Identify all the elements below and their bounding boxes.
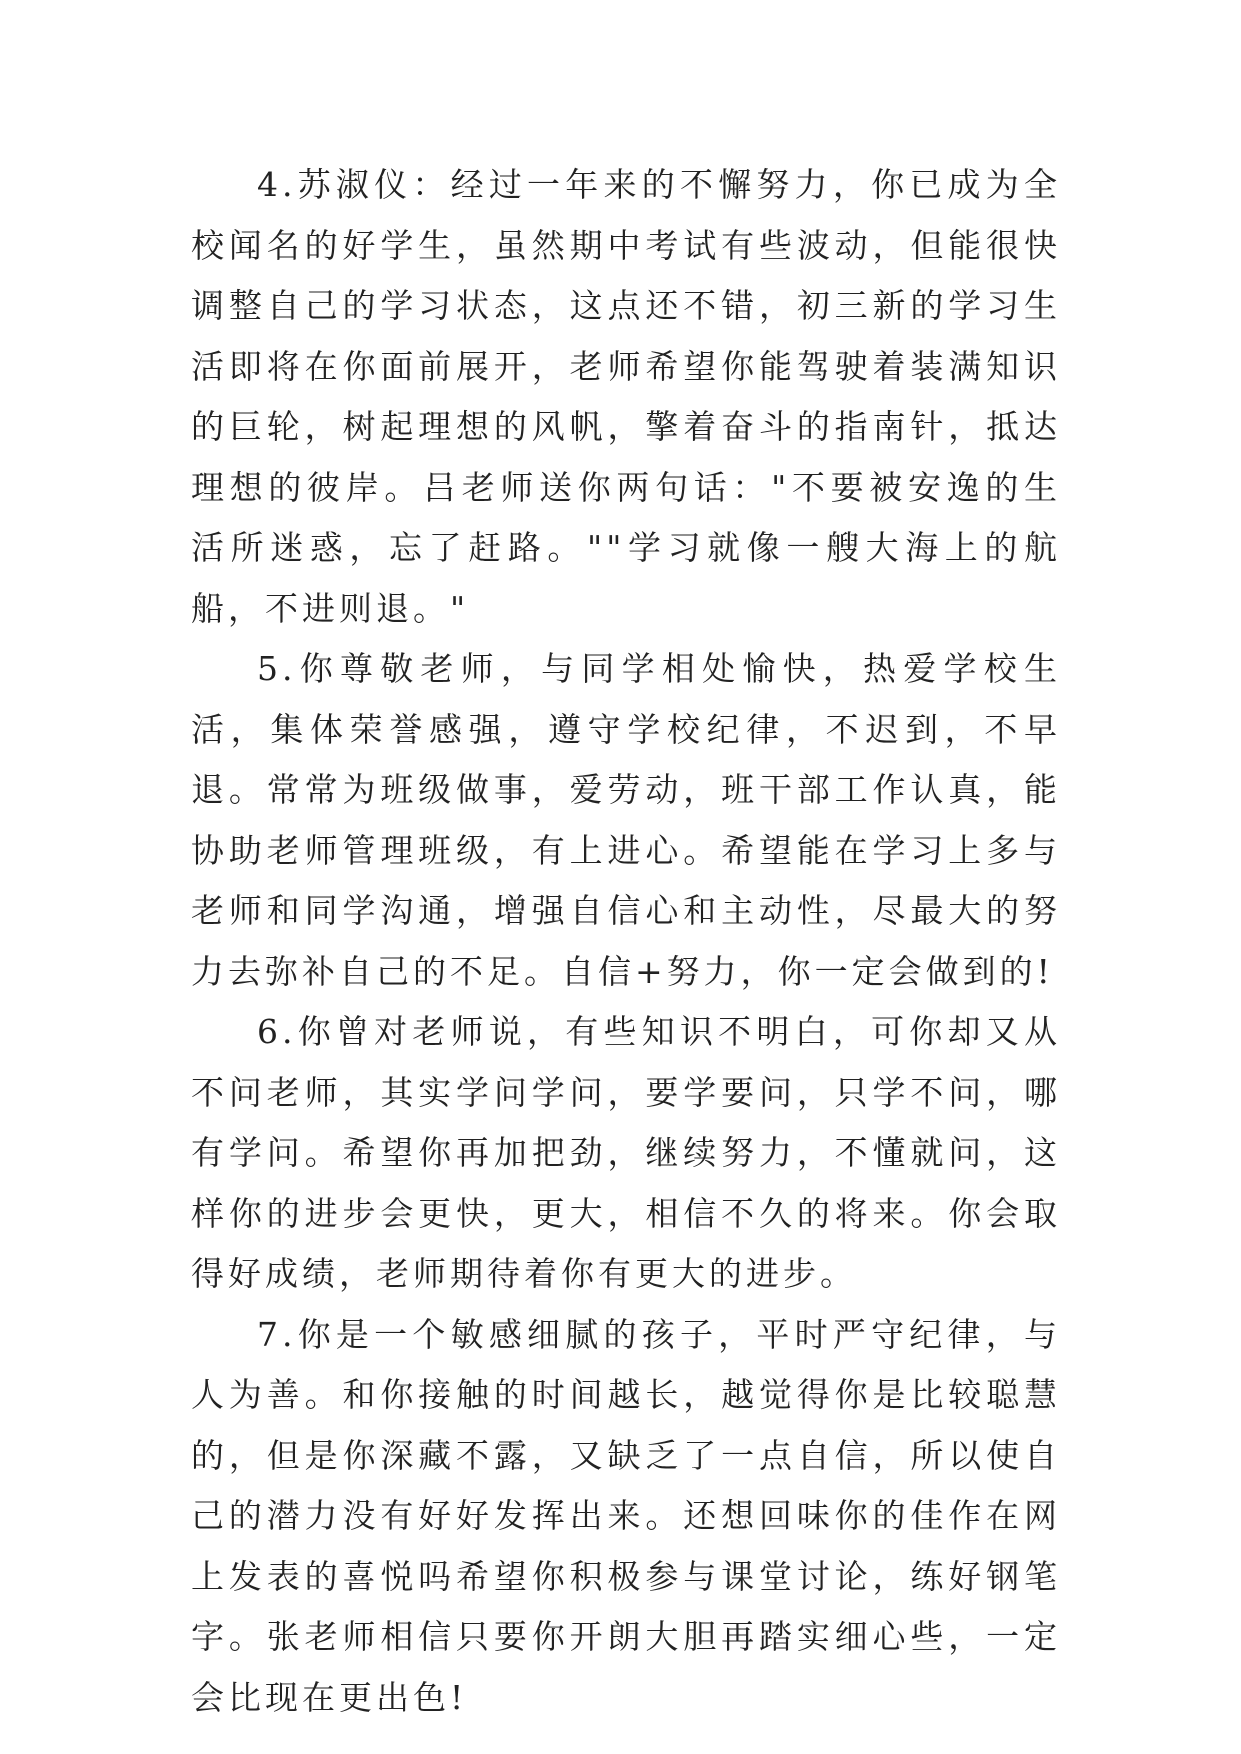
paragraph-6: 6.你曾对老师说，有些知识不明白，可你却又从不问老师，其实学问学问，要学要问，只学不问，哪有学问。希望你再加把劲，继续努力，不懂就问，这样你的进步会更快，更大，相信不久的将来。你会取得好成绩，老师期待着你有更大的进步。	[191, 1012, 1061, 1293]
document-body	[191, 155, 1061, 1728]
paragraph-5: 5.你尊敬老师，与同学相处愉快，热爱学校生活，集体荣誉感强，遵守学校纪律，不迟到，不早退。常常为班级做事，爱劳动，班干部工作认真，能协助老师管理班级，有上进心。希望能在学习上多与老师和同学沟通，增强自信心和主动性，尽最大的努力去弥补自己的不足。自信+努力，你一定会做到的!	[191, 649, 1061, 991]
paragraph-4: 4.苏淑仪：经过一年来的不懈努力，你已成为全校闻名的好学生，虽然期中考试有些波动，但能很快调整自己的学习状态，这点还不错，初三新的学习生活即将在你面前展开，老师希望你能驾驶着装满知识的巨轮，树起理想的风帆，擎着奋斗的指南针，抵达理想的彼岸。吕老师送你两句话："不要被安逸的生活所迷惑，忘了赶路。""学习就像一艘大海上的航船，不进则退。"	[191, 165, 1061, 628]
paragraph-7: 7.你是一个敏感细腻的孩子，平时严守纪律，与人为善。和你接触的时间越长，越觉得你是比较聪慧的，但是你深藏不露，又缺乏了一点自信，所以使自己的潜力没有好好发挥出来。还想回味你的佳作在网上发表的喜悦吗希望你积极参与课堂讨论，练好钢笔字。张老师相信只要你开朗大胆再踏实细心些，一定会比现在更出色!	[191, 1314, 1061, 1717]
